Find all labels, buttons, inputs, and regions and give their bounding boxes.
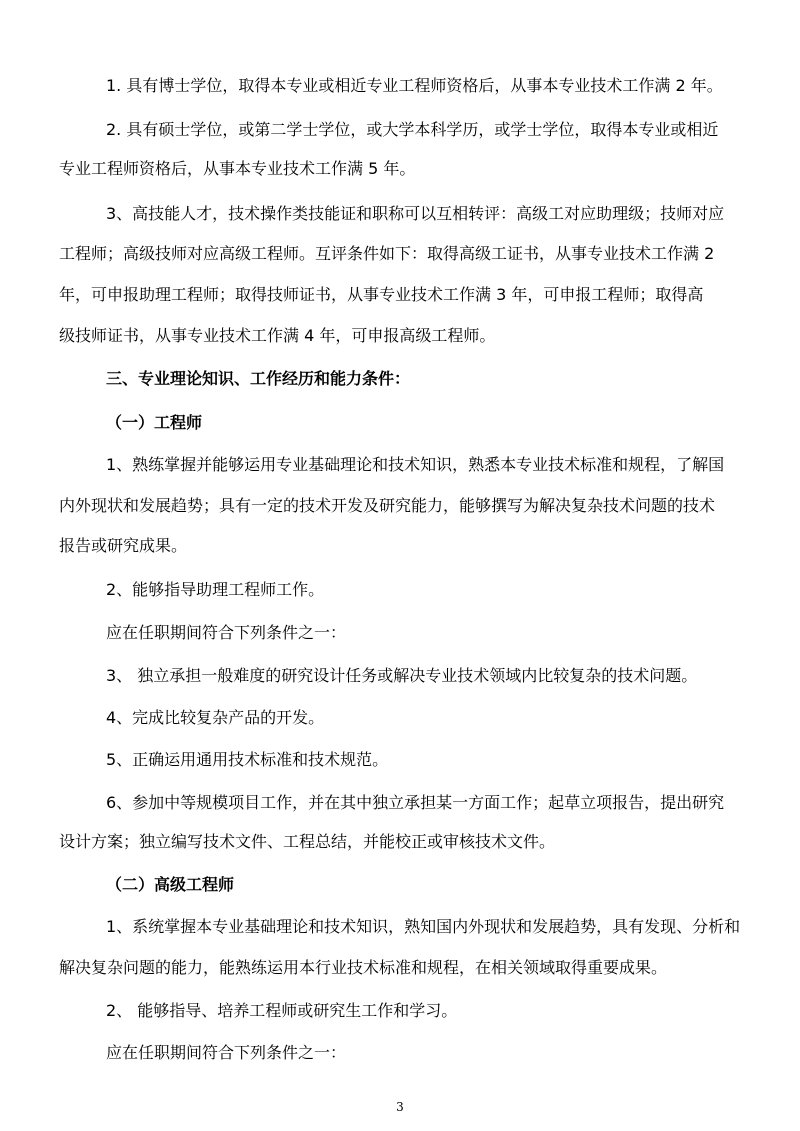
subsection-heading: （一）工程师 [106,413,203,432]
paragraph-line: 专业工程师资格后，从事本专业技术工作满 5 年。 [59,159,416,178]
page-number: 3 [396,1100,404,1114]
paragraph-line: 内外现状和发展趋势；具有一定的技术开发及研究能力，能够撰写为解决复杂技术问题的技术 [59,496,716,515]
paragraph-line: 应在任职期间符合下列条件之一： [106,623,347,642]
paragraph-line: 5、正确运用通用技术标准和技术规范。 [106,750,389,769]
paragraph-line: 设计方案；独立编写技术文件、工程总结，并能校正或审核技术文件。 [59,832,556,851]
paragraph-line: 1、系统掌握本专业基础理论和技术知识，熟知国内外现状和发展趋势，具有发现、分析和 [106,917,741,936]
paragraph-line: 3、高技能人才，技术操作类技能证和职称可以互相转评：高级工对应助理级；技师对应 [106,204,725,223]
paragraph-line: 1、熟练掌握并能够运用专业基础理论和技术知识，熟悉本专业技术标准和规程，了解国 [106,455,725,474]
paragraph-line: 3、 独立承担一般难度的研究设计任务或解决专业技术领域内比较复杂的技术问题。 [106,666,698,685]
paragraph-line: 6、参加中等规模项目工作，并在其中独立承担某一方面工作；起草立项报告，提出研究 [106,793,725,812]
paragraph-line: 年，可申报助理工程师；取得技师证书，从事专业技术工作满 3 年，可申报工程师；取得高 [59,285,704,304]
subsection-heading: （二）高级工程师 [106,875,235,894]
paragraph-line: 应在任职期间符合下列条件之一： [106,1043,347,1062]
paragraph-line: 2、能够指导助理工程师工作。 [106,580,325,599]
paragraph-line: 报告或研究成果。 [59,536,188,555]
paragraph-line: 2. 具有硕士学位，或第二学士学位，或大学本科学历，或学士学位，取得本专业或相近 [106,120,719,139]
paragraph-line: 4、完成比较复杂产品的开发。 [106,708,325,727]
paragraph-line: 工程师；高级技师对应高级工程师。互评条件如下：取得高级工证书，从事专业技术工作满 2 [59,244,715,263]
paragraph-line: 1. 具有博士学位，取得本专业或相近专业工程师资格后，从事本专业技术工作满 2 年。 [106,76,723,95]
section-heading: 三、专业理论知识、工作经历和能力条件： [106,369,411,388]
paragraph-line: 2、 能够指导、培养工程师或研究生工作和学习。 [106,1001,458,1020]
paragraph-line: 级技师证书，从事专业技术工作满 4 年，可申报高级工程师。 [59,326,496,345]
paragraph-line: 解决复杂问题的能力，能熟练运用本行业技术标准和规程，在相关领域取得重要成果。 [59,958,668,977]
